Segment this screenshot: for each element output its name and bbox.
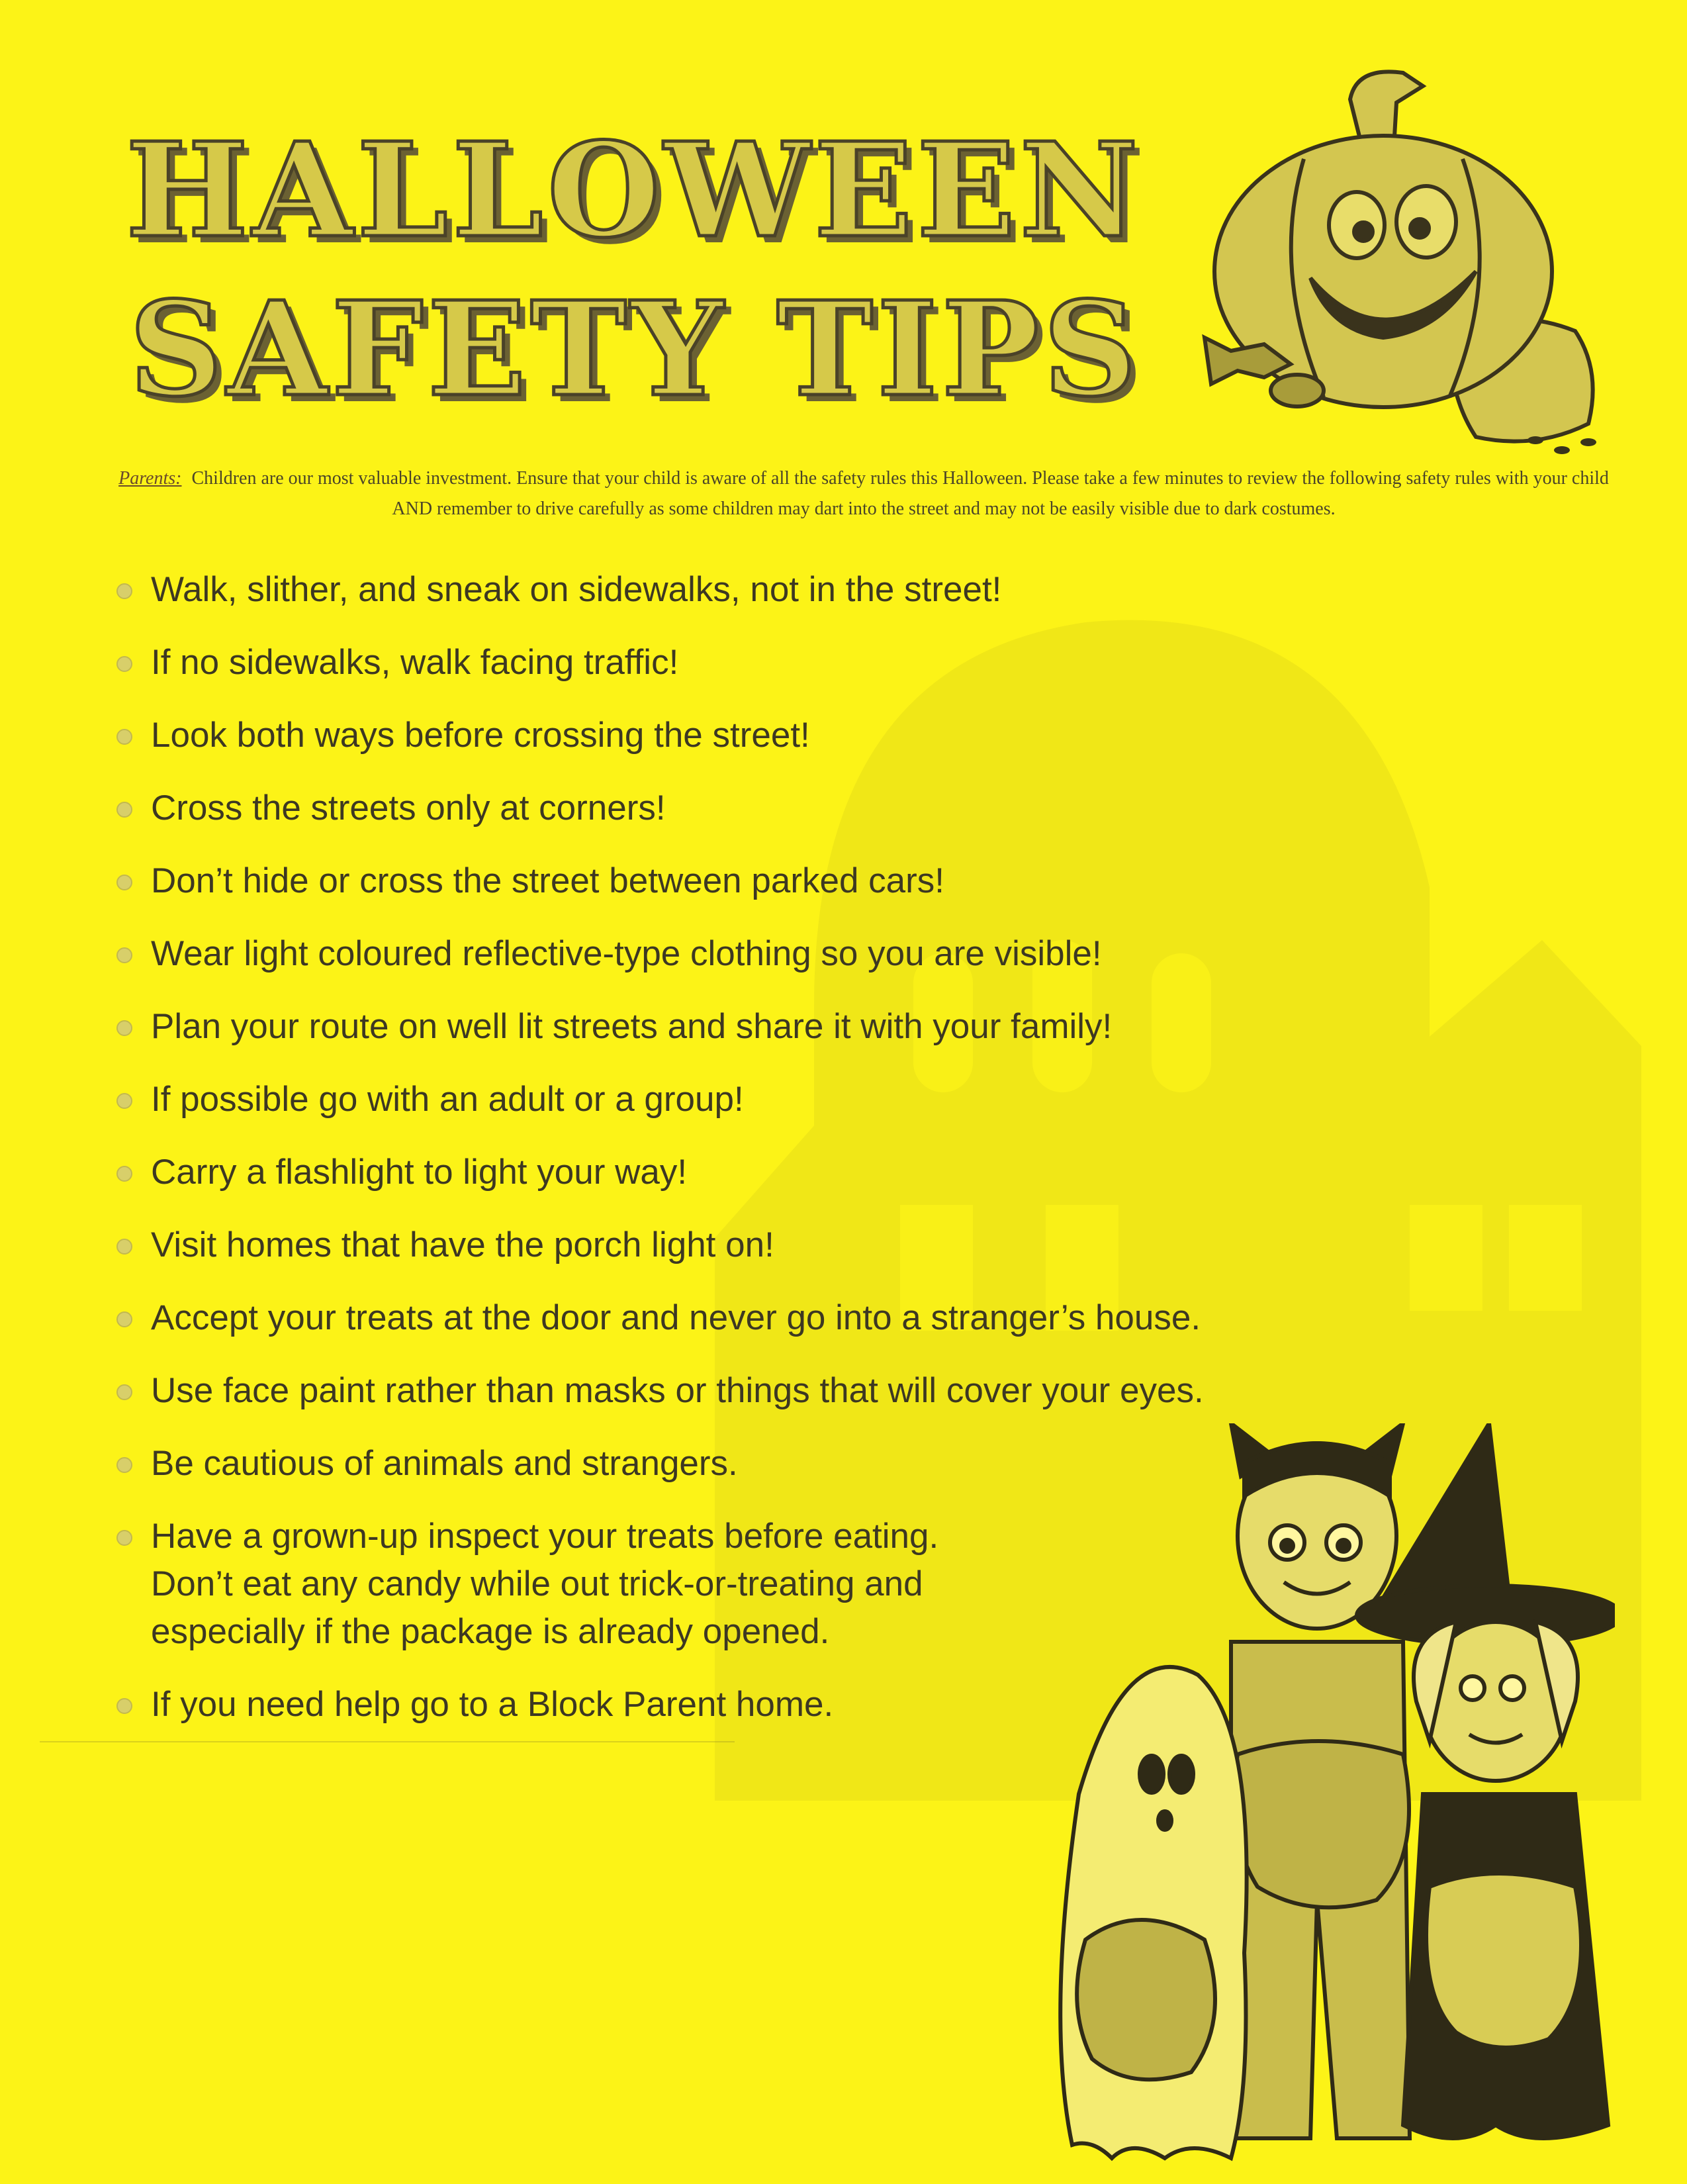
safety-tip	[113, 784, 1423, 832]
bullet-icon	[116, 1698, 132, 1714]
tip-text: Cross the streets only at corners!	[151, 788, 666, 828]
safety-tip	[113, 1003, 1423, 1051]
safety-tip	[113, 1221, 1423, 1269]
costumed-children-icon	[1032, 1423, 1615, 2171]
bullet-icon	[116, 729, 132, 745]
bullet-icon	[116, 1530, 132, 1546]
safety-tip	[113, 1367, 1423, 1415]
tip-text: Walk, slither, and sneak on sidewalks, not in the street!	[151, 570, 1002, 609]
parents-label: Parents:	[118, 468, 182, 489]
tip-text: If no sidewalks, walk facing traffic!	[151, 643, 679, 682]
tip-text: Don’t hide or cross the street between parked cars!	[151, 861, 944, 900]
bullet-icon	[116, 802, 132, 818]
tip-text: Carry a flashlight to light your way!	[151, 1153, 688, 1192]
bullet-icon	[116, 875, 132, 890]
pumpkin-icon	[1165, 53, 1628, 463]
tip-text: Accept your treats at the door and never go into a stranger’s house.	[151, 1298, 1201, 1337]
bullet-icon	[116, 1020, 132, 1036]
parents-intro	[106, 463, 1621, 524]
bullet-icon	[116, 1457, 132, 1473]
title-line-2: SAFETY TIPS	[129, 273, 1141, 426]
tip-text: Be cautious of animals and strangers.	[151, 1444, 738, 1483]
tip-text: Look both ways before crossing the street!	[151, 716, 810, 755]
tip-text: Plan your route on well lit streets and share it with your family!	[151, 1007, 1113, 1046]
tip-text: Have a grown-up inspect your treats before eating. Don’t eat any candy while out trick-or-treating and especially if the package is already opened.	[151, 1517, 939, 1651]
tip-text: If you need help go to a Block Parent home.	[151, 1685, 834, 1724]
safety-tip	[113, 1076, 1423, 1123]
bullet-icon	[116, 1239, 132, 1255]
safety-tip	[113, 1294, 1423, 1342]
parents-text: Children are our most valuable investment. Ensure that your child is aware of all the safety rules this Halloween. Please take a few minutes to review the following safety rules with your child AND remember to drive carefully as some children may dart into the street and may not be easily visible due to dark costumes.	[191, 468, 1609, 519]
safety-tip	[113, 1149, 1423, 1196]
safety-tip	[113, 566, 1423, 614]
tip-text: Visit homes that have the porch light on!	[151, 1225, 774, 1264]
bullet-icon	[116, 947, 132, 963]
fold-line	[40, 1741, 735, 1742]
tip-text: Wear light coloured reflective-type clothing so you are visible!	[151, 934, 1102, 973]
bullet-icon	[116, 1166, 132, 1182]
safety-tip	[113, 930, 1423, 978]
tip-text: Use face paint rather than masks or things that will cover your eyes.	[151, 1371, 1204, 1410]
bullet-icon	[116, 656, 132, 672]
bullet-icon	[116, 1384, 132, 1400]
safety-tip	[113, 639, 1423, 687]
bullet-icon	[116, 1093, 132, 1109]
bullet-icon	[116, 583, 132, 599]
bullet-icon	[116, 1311, 132, 1327]
tip-text: If possible go with an adult or a group!	[151, 1080, 744, 1119]
safety-tip	[113, 857, 1423, 905]
safety-tip	[113, 712, 1423, 759]
title-line-1: HALLOWEEN	[126, 115, 1142, 267]
